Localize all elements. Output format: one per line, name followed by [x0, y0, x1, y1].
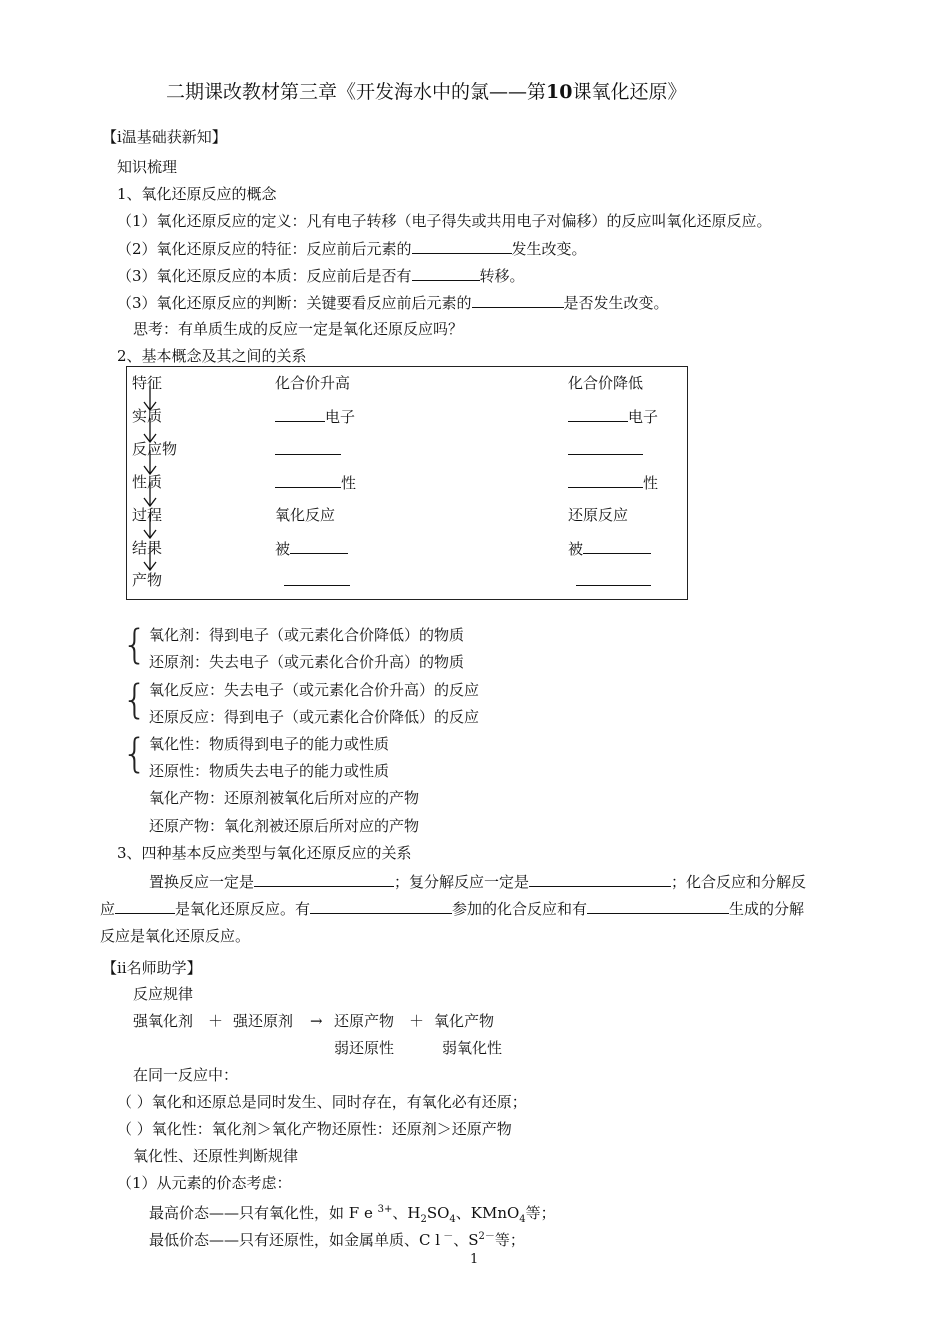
fill-blank[interactable]: [275, 439, 341, 455]
formula-subscript: 4: [519, 1214, 526, 1225]
four-types-text: 参加的化合反应和有: [452, 900, 588, 918]
cell-mid-property: [275, 472, 356, 493]
concept-feature-text: （2）氧化还原反应的特征：反应前后元素的: [117, 240, 412, 258]
section-heading-teacher: 【ⅱ名师助学】: [102, 959, 202, 977]
def-oxidation-reaction: 氧化反应：失去电子（或元素化合价升高）的反应: [149, 681, 480, 699]
def-reductant: 还原剂：失去电子（或元素化合价升高）的物质: [149, 653, 465, 671]
judgement-item-2: （ ）氧化性：氧化剂＞氧化产物还原性：还原剂＞还原产物: [117, 1120, 512, 1138]
cell-mid-result: [275, 538, 348, 559]
row-label-process: 过程: [132, 506, 163, 524]
equation-oxidant: 强氧化剂: [133, 1012, 194, 1030]
title-text-post: 课氧化还原》: [572, 81, 687, 103]
fill-blank[interactable]: [568, 472, 643, 488]
concept-feature-suffix: 发生改变。: [511, 240, 587, 258]
concept-heading: 1、氧化还原反应的概念: [117, 185, 277, 203]
four-types-text: ；化合反应和分解反: [671, 873, 807, 891]
weak-reducing: 弱还原性: [334, 1039, 395, 1057]
fill-blank[interactable]: [290, 538, 348, 554]
valence-heading: （1）从元素的价态考虑：: [117, 1174, 292, 1192]
fill-blank[interactable]: [583, 538, 651, 554]
equation-reductant: 强还原剂: [233, 1012, 294, 1030]
fill-blank[interactable]: [568, 406, 628, 422]
equation-oxidation-product: 氧化产物: [434, 1012, 495, 1030]
cell-mid-feature: 化合价升高: [275, 374, 351, 392]
brace-icon: {: [122, 622, 148, 668]
formula-part: 、H: [392, 1204, 421, 1222]
formula-subscript: 2: [420, 1214, 427, 1225]
fill-blank[interactable]: [576, 570, 651, 586]
four-types-text: 是氧化还原反应。有: [175, 900, 311, 918]
row-label-property: 性质: [132, 473, 163, 491]
concept-think: 思考：有单质生成的反应一定是氧化还原反应吗？: [133, 320, 464, 338]
four-types-line1: [149, 871, 806, 892]
fill-blank[interactable]: [587, 898, 729, 914]
highest-valence-text: 最高价态——只有氧化性，如 F e: [149, 1204, 378, 1222]
cell-mid-reactant: [275, 439, 341, 460]
cell-right-essence-text: 电子: [628, 408, 659, 426]
cell-right-process: 还原反应: [568, 506, 629, 524]
def-oxidation-product: 氧化产物：还原剂被氧化后所对应的产物: [149, 789, 420, 807]
judge-rule-heading: 氧化性、还原性判断规律: [133, 1147, 299, 1165]
row-label-result: 结果: [132, 539, 163, 557]
judgement-item-1: （ ）氧化和还原总是同时发生、同时存在，有氧化必有还原；: [117, 1093, 527, 1111]
four-types-text: 应: [100, 900, 116, 918]
concept-feature: [117, 238, 587, 259]
arrow-right-icon: →: [310, 1012, 323, 1030]
def-oxidizing: 氧化性：物质得到电子的能力或性质: [149, 735, 390, 753]
cell-mid-essence: [275, 406, 355, 427]
brace-icon: {: [122, 677, 148, 723]
fill-blank[interactable]: [115, 898, 175, 914]
title-text-pre: 二期课改教材第三章《开发海水中的氯——第: [166, 81, 547, 103]
formula-part: SO: [426, 1204, 450, 1222]
fill-blank[interactable]: [472, 292, 564, 308]
equation-plus: ＋: [208, 1012, 224, 1030]
four-types-text: 生成的分解: [729, 900, 805, 918]
row-label-feature: 特征: [132, 374, 163, 392]
fill-blank[interactable]: [310, 898, 452, 914]
concept-judgement-text: （3）氧化还原反应的判断：关键要看反应前后元素的: [117, 294, 472, 312]
fill-blank[interactable]: [254, 871, 394, 887]
brace-icon: {: [122, 731, 148, 777]
cell-right-property: [568, 472, 658, 493]
cell-mid-product: [284, 570, 350, 591]
lowest-valence-text: 最低价态——只有还原性，如金属单质、C l: [149, 1231, 441, 1249]
cell-mid-essence-text: 电子: [325, 408, 356, 426]
formula-subscript: 4: [449, 1214, 456, 1225]
concept-essence: [117, 265, 525, 286]
fill-blank[interactable]: [568, 439, 643, 455]
four-types-line2: [100, 898, 804, 919]
cell-right-feature: 化合价降低: [568, 374, 644, 392]
cell-right-product: [576, 570, 651, 591]
def-reduction-product: 还原产物：氧化剂被还原后所对应的产物: [149, 817, 420, 835]
formula-part: 、S: [453, 1231, 479, 1249]
page-title: [166, 80, 686, 104]
cell-right-result: [568, 538, 651, 559]
concept-judgement: [117, 292, 669, 313]
lowest-valence: [149, 1227, 525, 1250]
weak-oxidizing: 弱氧化性: [442, 1039, 503, 1057]
fill-blank[interactable]: [529, 871, 671, 887]
lowest-valence-suffix: 等；: [494, 1231, 525, 1249]
same-reaction-heading: 在同一反应中：: [133, 1066, 239, 1084]
four-types-line3: 反应是氧化还原反应。: [100, 927, 251, 945]
cell-right-reactant: [568, 439, 643, 460]
row-label-reactant: 反应物: [132, 440, 178, 458]
rule-title: 反应规律: [133, 985, 194, 1003]
fill-blank[interactable]: [275, 472, 341, 488]
fill-blank[interactable]: [412, 265, 480, 281]
fill-blank[interactable]: [284, 570, 350, 586]
def-reducing: 还原性：物质失去电子的能力或性质: [149, 762, 390, 780]
knowledge-heading: 知识梳理: [117, 158, 178, 176]
four-types-heading: 3、四种基本反应类型与氧化还原反应的关系: [117, 844, 412, 862]
ion-charge: 2－: [478, 1231, 495, 1242]
cell-right-property-text: 性: [643, 474, 659, 492]
ion-charge: －: [440, 1231, 454, 1242]
cell-mid-process: 氧化反应: [275, 506, 336, 524]
page-number: 1: [470, 1252, 479, 1267]
concept-essence-text: （3）氧化还原反应的本质：反应前后是否有: [117, 267, 412, 285]
def-oxidant: 氧化剂：得到电子（或元素化合价降低）的物质: [149, 626, 465, 644]
formula-part: 、KMnO: [455, 1204, 520, 1222]
four-types-text: ；复分解反应一定是: [394, 873, 530, 891]
title-lesson-number: 10: [546, 81, 573, 103]
ion-charge: 3+: [377, 1204, 393, 1215]
fill-blank[interactable]: [412, 238, 512, 254]
cell-mid-result-text: 被: [275, 540, 291, 558]
row-label-product: 产物: [132, 571, 163, 589]
concept-definition: （1）氧化还原反应的定义：凡有电子转移（电子得失或共用电子对偏移）的反应叫氧化还原反应。: [117, 212, 772, 230]
equation-reduction-product: 还原产物: [334, 1012, 395, 1030]
row-label-essence: 实质: [132, 407, 163, 425]
def-reduction-reaction: 还原反应：得到电子（或元素化合价降低）的反应: [149, 708, 480, 726]
four-types-text: 置换反应一定是: [149, 873, 255, 891]
highest-valence-suffix: 等；: [525, 1204, 556, 1222]
highest-valence: [149, 1200, 556, 1230]
fill-blank[interactable]: [275, 406, 325, 422]
cell-right-result-text: 被: [568, 540, 584, 558]
cell-right-essence: [568, 406, 658, 427]
section-heading-basics: 【ⅰ温基础获新知】: [102, 128, 227, 146]
cell-mid-property-text: 性: [341, 474, 357, 492]
relations-heading: 2、基本概念及其之间的关系: [117, 347, 307, 365]
concept-essence-suffix: 转移。: [479, 267, 525, 285]
equation-plus: ＋: [409, 1012, 425, 1030]
concept-judgement-suffix: 是否发生改变。: [563, 294, 669, 312]
